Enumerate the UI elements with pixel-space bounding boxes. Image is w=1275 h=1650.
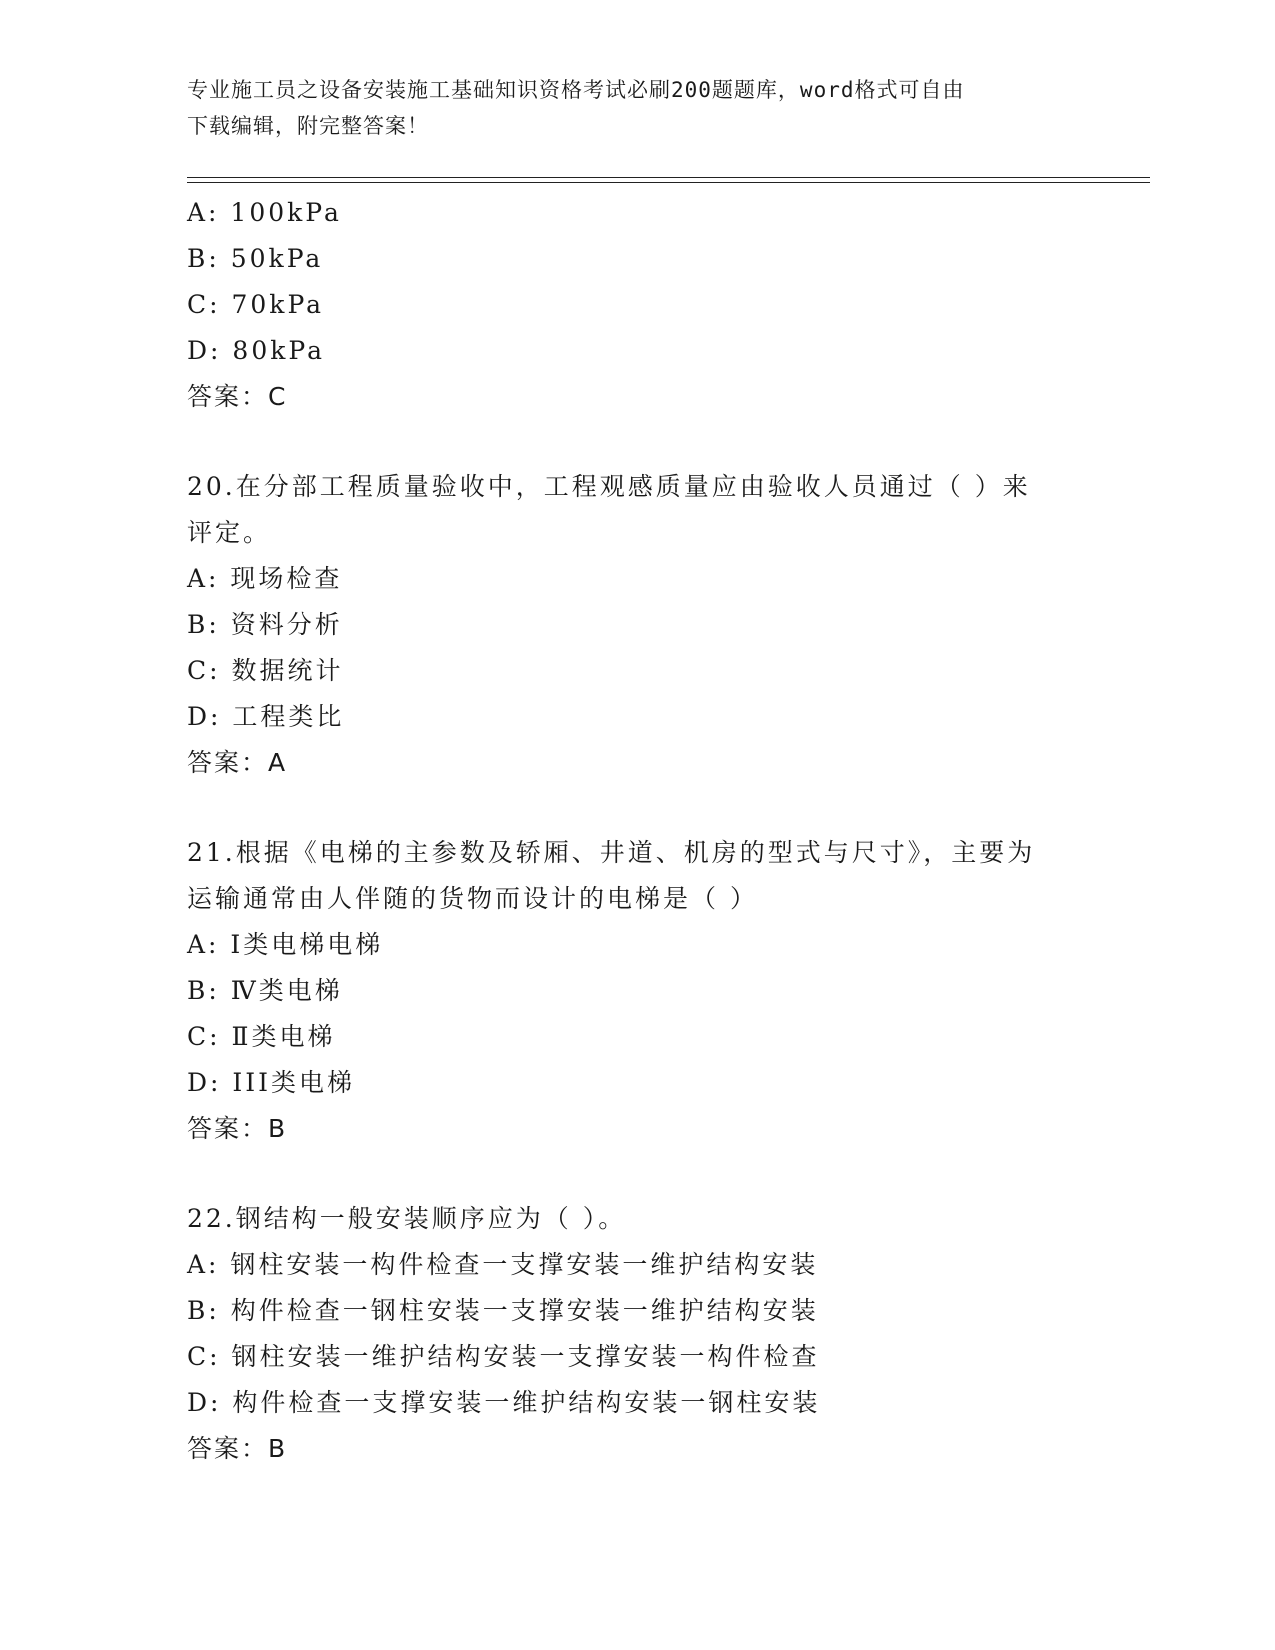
answer: 答案：A	[187, 748, 288, 777]
header-title-line-1: 专业施工员之设备安装施工基础知识资格考试必刷200题题库，word格式可自由	[187, 78, 965, 102]
answer: 答案：C	[187, 382, 288, 411]
question-list	[187, 190, 1087, 1472]
answer: 答案：B	[187, 1434, 288, 1463]
question-21	[187, 830, 1087, 1152]
option-d: D: 构件检查一支撑安装一维护结构安装一钢柱安装	[187, 1388, 821, 1417]
spacer	[187, 1152, 1087, 1196]
option-c: C: 数据统计	[187, 656, 344, 685]
option-c: C: 钢柱安装一维护结构安装一支撑安装一构件检查	[187, 1342, 820, 1371]
question-22	[187, 1196, 1087, 1472]
header-title-line-2: 下载编辑，附完整答案！	[187, 114, 429, 138]
option-d: D: 工程类比	[187, 702, 345, 731]
option-c: C: Ⅱ类电梯	[187, 1022, 336, 1051]
question-19	[187, 190, 1087, 420]
question-stem-line-1: 20.在分部工程质量验收中，工程观感质量应由验收人员通过（ ）来	[187, 472, 1031, 501]
option-b: B: 资料分析	[187, 610, 343, 639]
question-stem-line-2: 评定。	[187, 518, 272, 547]
option-b: B: 构件检查一钢柱安装一支撑安装一维护结构安装	[187, 1296, 819, 1325]
question-stem-line-2: 运输通常由人伴随的货物而设计的电梯是（ ）	[187, 884, 758, 913]
option-a: A: 现场检查	[187, 564, 343, 593]
option-d: D: III类电梯	[187, 1068, 356, 1097]
option-b: B: Ⅳ类电梯	[187, 976, 343, 1005]
question-20	[187, 464, 1087, 786]
answer: 答案：B	[187, 1114, 288, 1143]
spacer	[187, 420, 1087, 464]
question-stem-line-1: 22.钢结构一般安装顺序应为（ ）。	[187, 1204, 627, 1233]
option-a: A: 钢柱安装一构件检查一支撑安装一维护结构安装	[187, 1250, 819, 1279]
option-a: A: Ⅰ类电梯电梯	[187, 930, 384, 959]
header-divider-bottom	[187, 182, 1150, 183]
question-stem-line-1: 21.根据《电梯的主参数及轿厢、井道、机房的型式与尺寸》，主要为	[187, 838, 1036, 867]
option-a: A: 100kPa	[187, 198, 342, 227]
spacer	[187, 786, 1087, 830]
option-c: C: 70kPa	[187, 290, 325, 319]
option-d: D: 80kPa	[187, 336, 325, 365]
option-b: B: 50kPa	[187, 244, 324, 273]
document-header	[187, 72, 1067, 144]
header-divider-top	[187, 177, 1150, 178]
